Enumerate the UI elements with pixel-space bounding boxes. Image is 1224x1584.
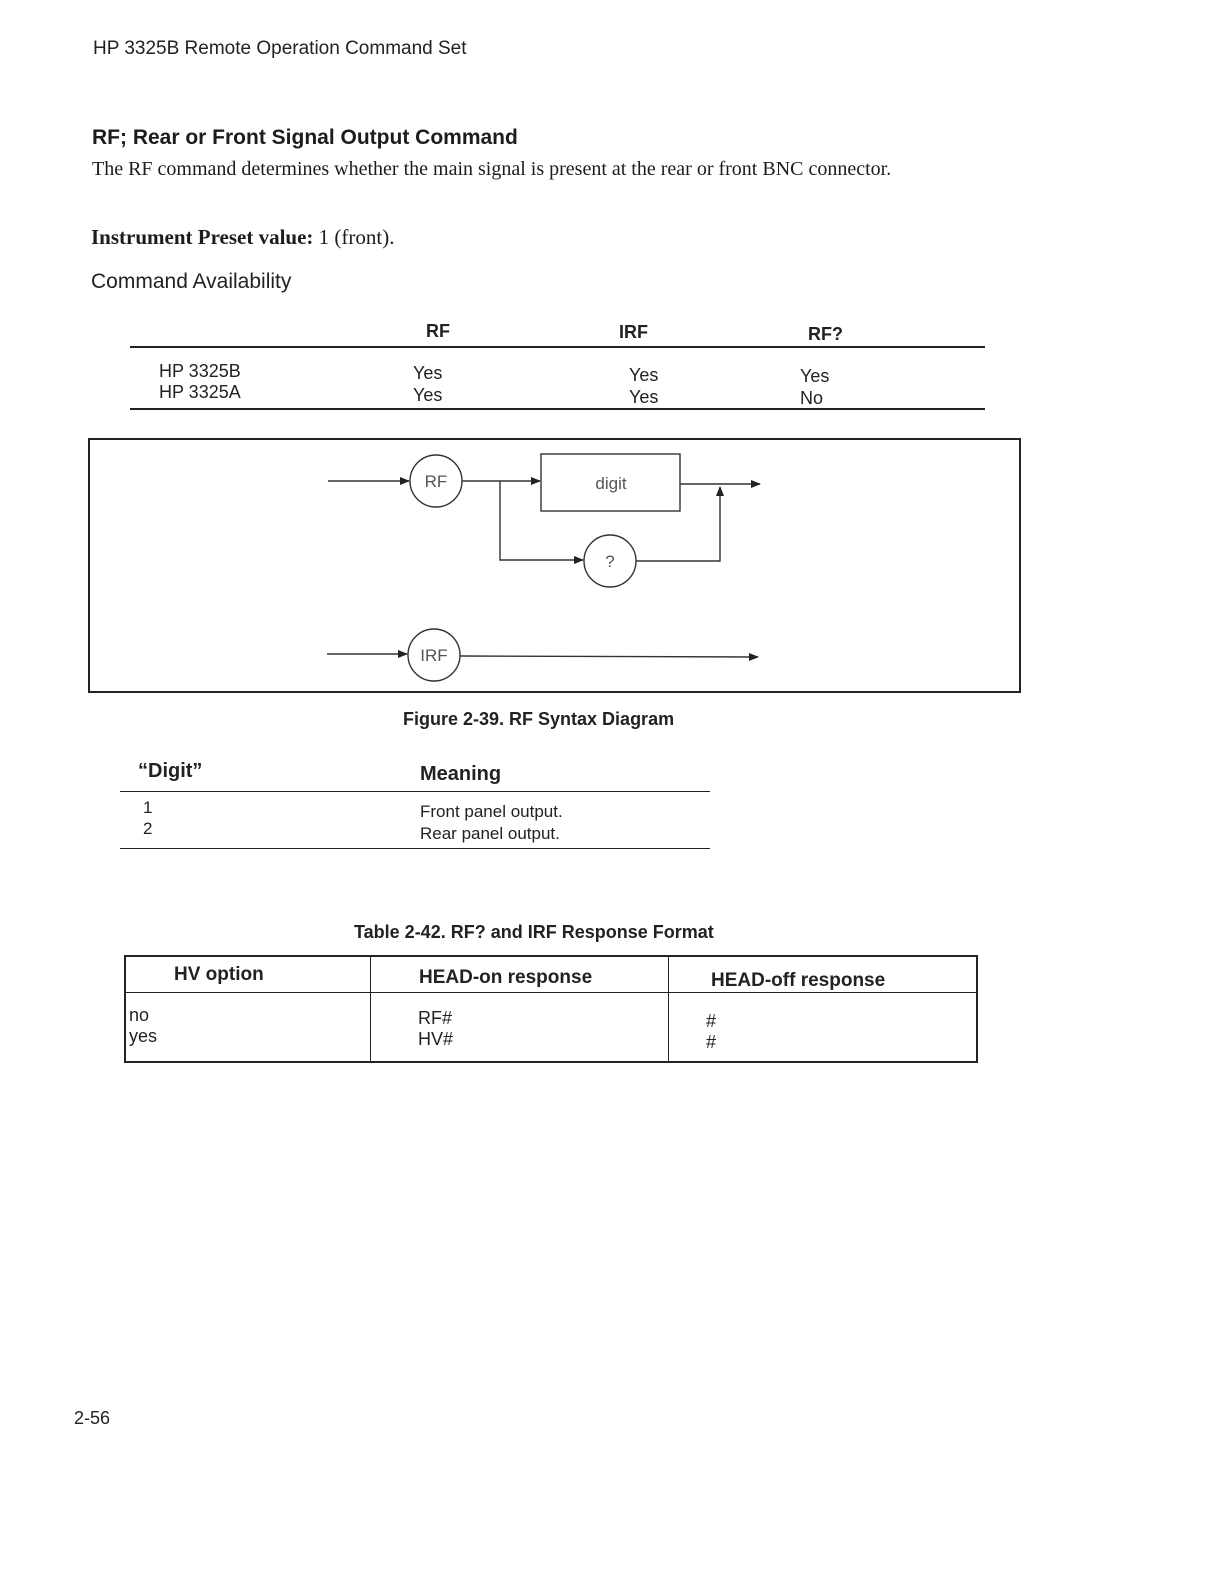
cell-rfq-a: No bbox=[800, 388, 824, 408]
cell-irf-a: Yes bbox=[629, 387, 659, 407]
resp-col-divider-1 bbox=[370, 956, 371, 1062]
preset-label: Instrument Preset value: bbox=[91, 225, 314, 249]
cell-rf-b: Yes bbox=[413, 363, 443, 383]
figure-caption: Figure 2-39. RF Syntax Diagram bbox=[403, 709, 675, 729]
cell-rf-a: Yes bbox=[413, 385, 443, 405]
resp-header-head-on: HEAD-on response bbox=[419, 967, 593, 988]
running-head: HP 3325B Remote Operation Command Set bbox=[93, 38, 467, 59]
query-return-arrow bbox=[636, 487, 720, 561]
digit-table-top-rule bbox=[120, 791, 710, 792]
col-header-rfq: RF? bbox=[808, 324, 843, 344]
resp-row-2-option: yes bbox=[129, 1026, 158, 1046]
resp-header-head-off: HEAD-off response bbox=[711, 970, 886, 991]
exit-arrow-irf bbox=[460, 656, 758, 657]
digit-table-bottom-rule bbox=[120, 848, 710, 849]
rf-node-label: RF bbox=[424, 472, 448, 491]
resp-header-rule bbox=[125, 992, 977, 993]
irf-node-label: IRF bbox=[420, 646, 448, 665]
digit-row-2-meaning: Rear panel output. bbox=[420, 824, 560, 843]
resp-row-2-head-off: # bbox=[706, 1032, 717, 1052]
cell-irf-b: Yes bbox=[629, 365, 659, 385]
table-caption: Table 2-42. RF? and IRF Response Format bbox=[354, 922, 714, 942]
digit-row-1-meaning: Front panel output. bbox=[420, 802, 563, 821]
row-model-2: HP 3325A bbox=[159, 382, 241, 402]
digit-row-2-value: 2 bbox=[143, 819, 153, 838]
syntax-diagram-svg bbox=[0, 0, 1224, 720]
section-title: RF; Rear or Front Signal Output Command bbox=[92, 126, 518, 149]
page-number: 2-56 bbox=[74, 1408, 111, 1428]
meaning-col-header: Meaning bbox=[420, 763, 502, 785]
resp-row-1-head-on: RF# bbox=[418, 1008, 453, 1028]
digit-node-label: digit bbox=[595, 474, 627, 493]
digit-row-1-value: 1 bbox=[143, 798, 153, 817]
query-node-label: ? bbox=[605, 552, 615, 571]
intro-paragraph: The RF command determines whether the main signal is present at the rear or front BNC connector. bbox=[92, 158, 892, 180]
cell-rfq-b: Yes bbox=[800, 366, 830, 386]
availability-title: Command Availability bbox=[91, 270, 292, 293]
resp-row-1-option: no bbox=[129, 1005, 150, 1025]
row-model-1: HP 3325B bbox=[159, 361, 241, 381]
col-header-irf: IRF bbox=[619, 322, 648, 342]
preset-value: 1 (front). bbox=[318, 225, 395, 249]
resp-col-divider-2 bbox=[668, 956, 669, 1062]
resp-row-2-head-on: HV# bbox=[418, 1029, 454, 1049]
resp-row-1-head-off: # bbox=[706, 1011, 717, 1031]
digit-col-header: “Digit” bbox=[138, 760, 203, 782]
resp-header-hv-option: HV option bbox=[174, 964, 264, 985]
col-header-rf: RF bbox=[426, 321, 450, 341]
